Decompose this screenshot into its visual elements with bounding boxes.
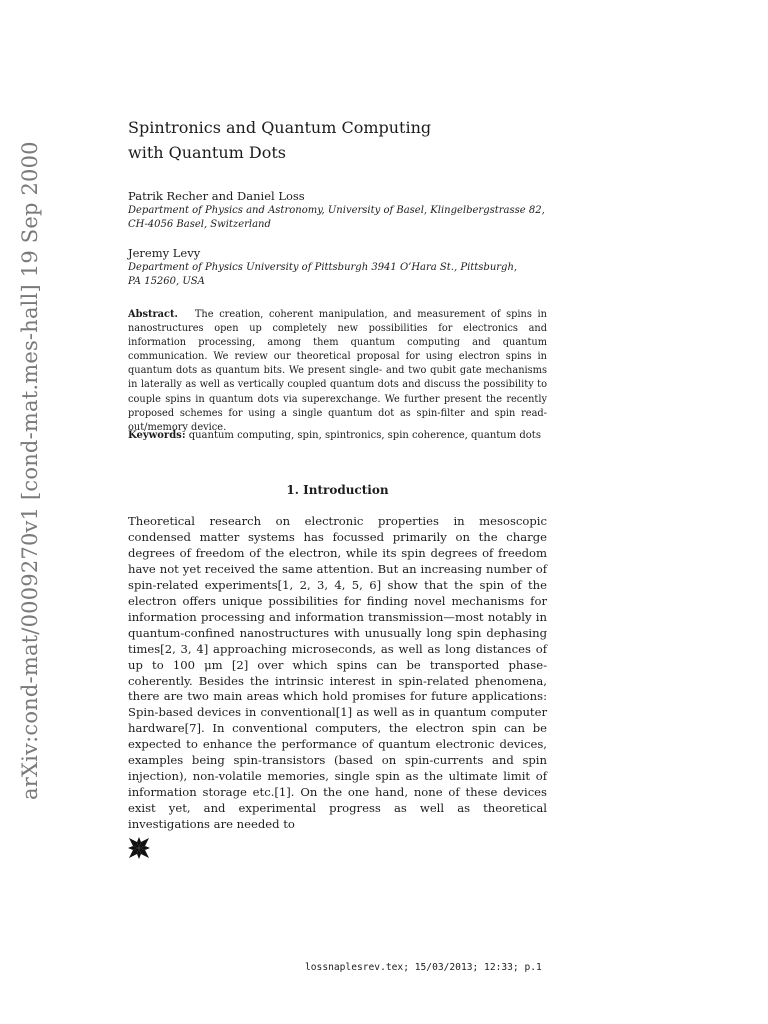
abstract-label: Abstract.: [128, 309, 178, 320]
authors-1: Patrik Recher and Daniel Loss: [128, 189, 305, 203]
paper-title: [128, 115, 547, 165]
author-block-2: [128, 245, 547, 289]
publisher-logo-icon: [127, 836, 151, 864]
arxiv-identifier: arXiv:cond-mat/0009270v1 [cond-mat.mes-hall] 19 Sep 2000: [18, 141, 42, 800]
section-heading: 1. Introduction: [286, 483, 389, 497]
affiliation-1-line-2: CH-4056 Basel, Switzerland: [128, 219, 271, 230]
authors-2: Jeremy Levy: [128, 246, 201, 260]
keywords-label: Keywords:: [128, 430, 186, 441]
title-line-2: with Quantum Dots: [128, 143, 286, 162]
page-footer: lossnaplesrev.tex; 15/03/2013; 12:33; p.1: [305, 962, 542, 973]
abstract-text: The creation, coherent manipulation, and measurement of spins in nanostructures open up completely new possibilities for electronics and information processing, among them quantum computing and quantum communication. We review our theoretical proposal for using electron spins in quantum dots as quantum bits. We present single- and two qubit gate mechanisms in laterally as well as vertically coupled quantum dots and discuss the possibility to couple spins in quantum dots via superexchange. We further present the recently proposed schemes for using a single quantum dot as spin-filter and spin read-out/memory device.: [128, 309, 547, 433]
title-line-1: Spintronics and Quantum Computing: [128, 118, 432, 137]
introduction-paragraph: Theoretical research on electronic properties in mesoscopic condensed matter systems has focussed primarily on the charge degrees of freedom of the electron, while its spin degrees of freedom have not yet received the same attention. But an increasing number of spin-related experiments[1, 2, 3, 4, 5, 6] show that the spin of the electron offers unique possibilities for finding novel mechanisms for information processing and information transmission—most notably in quantum-confined nanostructures with unusually long spin dephasing times[2, 3, 4] approaching microseconds, as well as long distances of up to 100 μm [2] over which spins can be transported phase-coherently. Besides the intrinsic interest in spin-related phenomena, there are two main areas which hold promises for future applications: Spin-based devices in conventional[1] as well as in quantum computer hardware[7]. In conventional computers, the electron spin can be expected to enhance the performance of quantum electronic devices, examples being spin-transistors (based on spin-currents and spin injection), non-volatile memories, single spin as the ultimate limit of information storage etc.[1]. On the one hand, none of these devices exist yet, and experimental progress as well as theoretical investigations are needed to: [128, 514, 547, 832]
affiliation-1-line-1: Department of Physics and Astronomy, University of Basel, Klingelbergstrasse 82,: [128, 205, 545, 216]
affiliation-2-line-2: PA 15260, USA: [128, 276, 205, 287]
keywords-text: quantum computing, spin, spintronics, spin coherence, quantum dots: [188, 430, 541, 441]
abstract: [128, 308, 547, 435]
keywords: [128, 429, 547, 443]
affiliation-2-line-1: Department of Physics University of Pittsburgh 3941 O’Hara St., Pittsburgh,: [128, 262, 518, 273]
author-block-1: [128, 188, 547, 232]
